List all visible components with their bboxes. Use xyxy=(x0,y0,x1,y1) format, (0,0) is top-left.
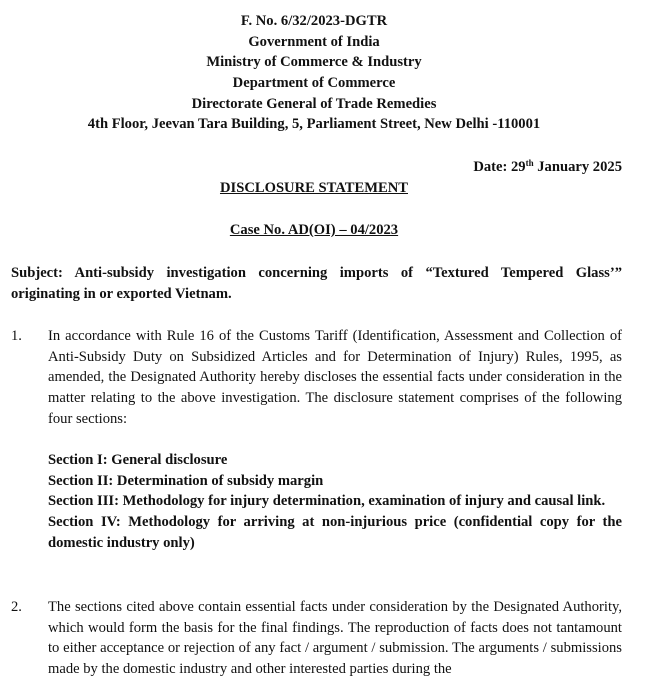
case-number: Case No. AD(OI) – 04/2023 xyxy=(229,222,399,238)
paragraph-number: 1. xyxy=(11,328,22,344)
section-item: Section II: Determination of subsidy margin xyxy=(48,472,324,489)
department-line: Department of Commerce xyxy=(232,75,396,92)
section-item: Section IV: Methodology for arriving at non-injurious price (confidential copy for the domestic industry only) xyxy=(48,514,622,551)
section-item: Section III: Methodology for injury determination, examination of injury and causal link. xyxy=(48,493,606,510)
date-ordinal-suffix: th xyxy=(525,158,534,168)
document-title: DISCLOSURE STATEMENT xyxy=(219,180,408,196)
file-number: F. No. 6/32/2023-DGTR xyxy=(240,13,388,29)
document-date xyxy=(473,157,622,178)
sections-list xyxy=(48,450,622,554)
letterhead xyxy=(0,11,628,135)
directorate-line: Directorate General of Trade Remedies xyxy=(191,95,437,112)
address-line: 4th Floor, Jeevan Tara Building, 5, Parliament Street, New Delhi -110001 xyxy=(87,116,541,133)
paragraph-text: In accordance with Rule 16 of the Customs Tariff (Identification, Assessment and Collection of Anti-Subsidy Duty on Subsidized Articles and for Determination of Injury) Rules, 1995, as amended, the Designated Authority hereby discloses the essential facts under consideration in the matter relating to the above investigation. The disclosure statement comprises of the following four sections: xyxy=(48,328,622,427)
paragraph-number: 2. xyxy=(11,599,22,615)
subject-line: Subject: Anti-subsidy investigation concerning imports of “Textured Tempered Glass’” originating in or exported Vietnam. xyxy=(11,265,622,302)
ministry-line: Ministry of Commerce & Industry xyxy=(206,54,422,71)
paragraph-text: The sections cited above contain essential facts under consideration by the Designated Authority, which would form the basis for the final findings. The reproduction of facts does not tantamount to either acceptance or rejection of any fact / argument / submission. The arguments / submissions made by the domestic industry and other interested parties during the xyxy=(48,599,622,678)
section-item: Section I: General disclosure xyxy=(48,452,228,468)
date-prefix: Date: 29 xyxy=(473,159,526,175)
date-rest: January 2025 xyxy=(533,159,622,175)
government-line: Government of India xyxy=(248,33,380,50)
